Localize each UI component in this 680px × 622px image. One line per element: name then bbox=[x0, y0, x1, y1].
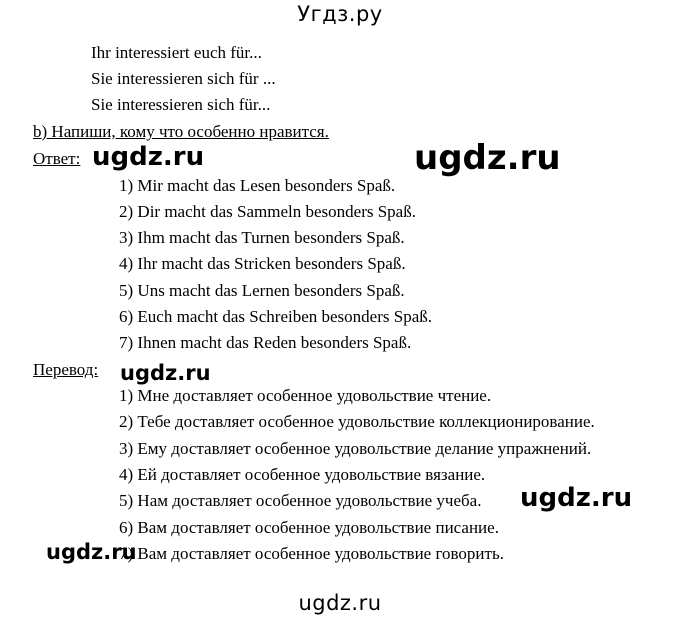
footer-watermark: ugdz.ru bbox=[298, 591, 382, 615]
answer-line-1: 1) Mir macht das Lesen besonders Spaß. bbox=[119, 176, 396, 195]
intro-line-1: Ihr interessiert euch für... bbox=[91, 43, 262, 62]
task-heading: b) Напиши, кому что особенно нравится. bbox=[33, 122, 329, 141]
watermark-translation-small: ugdz.ru bbox=[120, 361, 211, 385]
translation-line-4: 4) Ей доставляет особенное удовольствие вязание. bbox=[119, 465, 486, 484]
translation-line-6: 6) Вам доставляет особенное удовольствие писание. bbox=[119, 518, 499, 537]
translation-line-2: 2) Тебе доставляет особенное удовольствие коллекционирование. bbox=[119, 412, 595, 431]
watermark-bottom-left: ugdz.ru bbox=[46, 540, 137, 564]
translation-label: Перевод: bbox=[33, 360, 99, 379]
answer-line-4: 4) Ihr macht das Stricken besonders Spaß. bbox=[119, 254, 406, 273]
answer-line-2: 2) Dir macht das Sammeln besonders Spaß. bbox=[119, 202, 416, 221]
intro-line-2: Sie interessieren sich für ... bbox=[91, 69, 276, 88]
watermark-translation-right: ugdz.ru bbox=[520, 483, 633, 513]
site-header-title: Угдз.ру bbox=[297, 2, 383, 26]
translation-line-5: 5) Нам доставляет особенное удовольствие учеба. bbox=[119, 491, 482, 510]
watermark-answer-small: ugdz.ru bbox=[92, 142, 205, 172]
answer-label: Ответ: bbox=[33, 149, 81, 168]
answer-line-3: 3) Ihm macht das Turnen besonders Spaß. bbox=[119, 228, 405, 247]
answer-line-5: 5) Uns macht das Lernen besonders Spaß. bbox=[119, 281, 405, 300]
answer-line-6: 6) Euch macht das Schreiben besonders Spaß. bbox=[119, 307, 432, 326]
translation-line-7: 7) Вам доставляет особенное удовольствие говорить. bbox=[119, 544, 504, 563]
translation-line-3: 3) Ему доставляет особенное удовольствие делание упражнений. bbox=[119, 439, 592, 458]
translation-line-1: 1) Мне доставляет особенное удовольствие чтение. bbox=[119, 386, 492, 405]
answer-line-7: 7) Ihnen macht das Reden besonders Spaß. bbox=[119, 333, 412, 352]
watermark-answer-big: ugdz.ru bbox=[414, 138, 561, 178]
intro-line-3: Sie interessieren sich für... bbox=[91, 95, 271, 114]
